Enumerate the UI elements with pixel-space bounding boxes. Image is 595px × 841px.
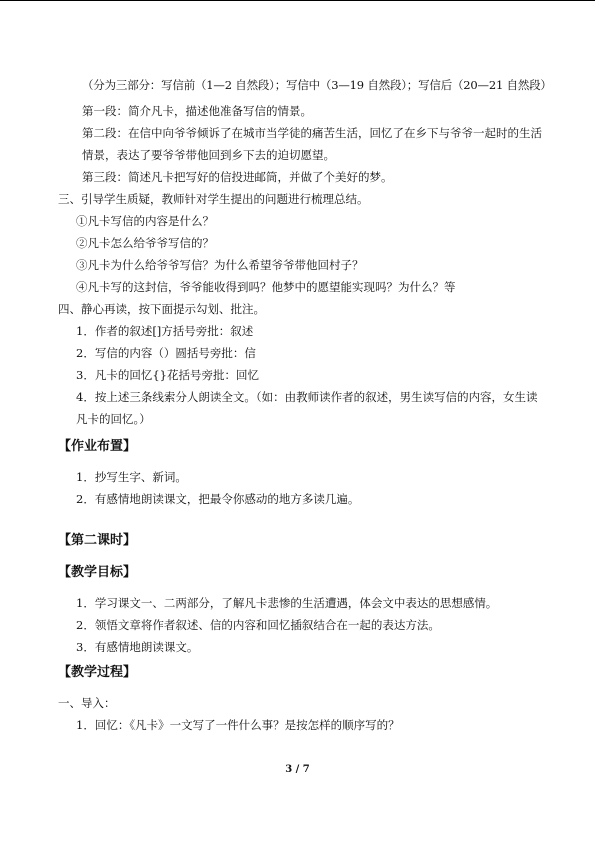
question-2: ②凡卡怎么给爷爷写信的？ bbox=[76, 236, 214, 250]
goal-2: 2．领悟文章将作者叙述、信的内容和回忆插叙结合在一起的表达方法。 bbox=[76, 618, 440, 632]
annotation-item-1: 1．作者的叙述[]方括号旁批：叙述 bbox=[76, 324, 254, 338]
paragraph-two: 第二段：在信中向爷爷倾诉了在城市当学徒的痛苦生活，回忆了在乡下与爷爷一起时的生活情景，表达了要爷爷带他回到乡下去的迫切愿望。 bbox=[82, 126, 542, 162]
question-4: ④凡卡写的这封信，爷爷能收得到吗？他梦中的愿望能实现吗？为什么？等 bbox=[76, 280, 456, 294]
homework-item-1: 1．抄写生字、新词。 bbox=[76, 470, 187, 484]
annotation-item-3: 3．凡卡的回忆{}花括号旁批：回忆 bbox=[76, 368, 259, 382]
step4-heading: 四、静心再读，按下面提示勾划、批注。 bbox=[58, 302, 265, 316]
process-title: 【教学过程】 bbox=[58, 665, 137, 680]
second-lesson-title: 【第二课时】 bbox=[58, 533, 137, 548]
header-rule bbox=[0, 0, 595, 1]
page-number: 3 / 7 bbox=[285, 764, 310, 775]
goal-3: 3．有感情地朗读课文。 bbox=[76, 640, 199, 654]
paragraph-three: 第三段：简述凡卡把写好的信投进邮筒，并做了个美好的梦。 bbox=[82, 170, 393, 184]
document-body bbox=[58, 74, 552, 736]
annotation-item-4: 4．按上述三条线索分人朗读全文。（如：由教师读作者的叙述，男生读写信的内容，女生读凡卡的回忆。） bbox=[76, 390, 538, 426]
goals-title: 【教学目标】 bbox=[58, 565, 137, 580]
process-step-1-item-1: 1．回忆：《凡卡》一文写了一件什么事？是按怎样的顺序写的？ bbox=[76, 718, 400, 732]
annotation-item-2: 2．写信的内容（）圆括号旁批：信 bbox=[76, 346, 256, 360]
homework-title: 【作业布置】 bbox=[58, 439, 137, 454]
process-step-1: 一、导入： bbox=[58, 696, 116, 710]
paragraph-split-line1: （分为三部分：写信前（1—2 自然段）；写信中（3—19 自然段）；写信后（20—21 自然段） bbox=[82, 78, 552, 92]
paragraph-one: 第一段：简介凡卡，描述他准备写信的情景。 bbox=[82, 104, 312, 118]
question-3: ③凡卡为什么给爷爷写信？为什么希望爷爷带他回村子？ bbox=[76, 258, 364, 272]
homework-item-2: 2．有感情地朗读课文，把最令你感动的地方多读几遍。 bbox=[76, 492, 360, 506]
step3-heading: 三、引导学生质疑，教师针对学生提出的问题进行梳理总结。 bbox=[58, 192, 369, 206]
question-1: ①凡卡写信的内容是什么？ bbox=[76, 214, 214, 228]
goal-1: 1．学习课文一、二两部分，了解凡卡悲惨的生活遭遇，体会文中表达的思想感情。 bbox=[76, 596, 498, 610]
